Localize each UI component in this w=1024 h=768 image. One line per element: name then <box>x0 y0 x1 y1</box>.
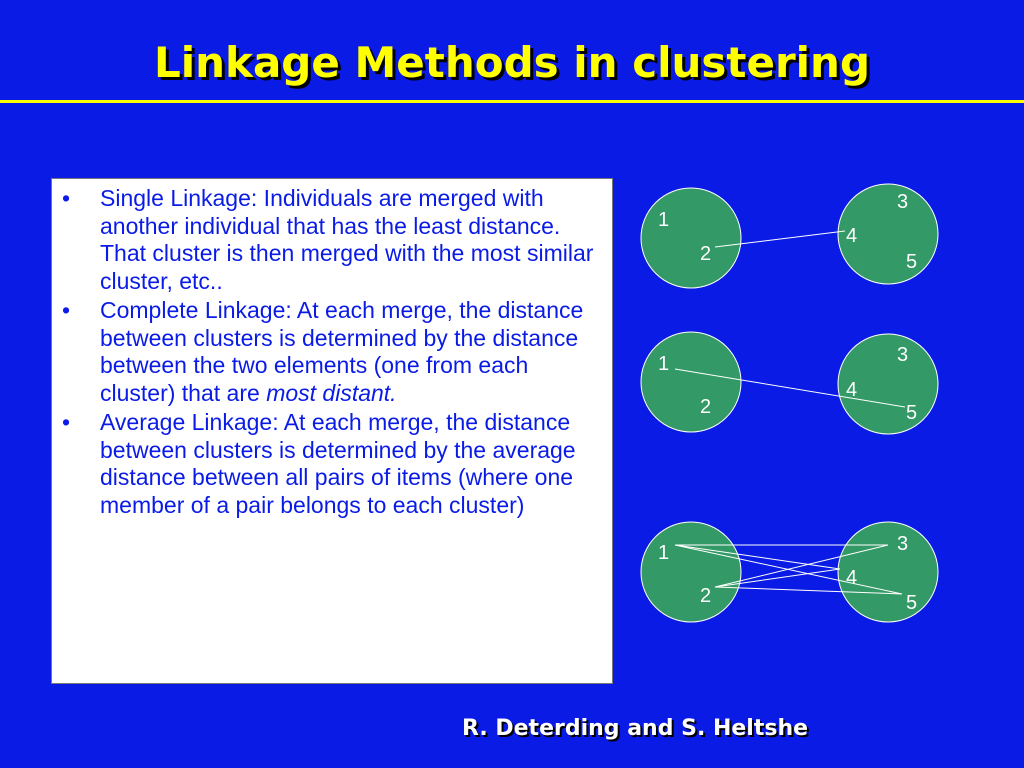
point-label: 3 <box>897 533 909 555</box>
cluster-a-circle <box>641 522 741 622</box>
diagram-complete-linkage <box>641 332 938 434</box>
bullet-average-linkage <box>52 409 606 519</box>
point-label: 5 <box>906 251 918 273</box>
point-label: 3 <box>897 191 909 213</box>
title-underline <box>0 100 1024 103</box>
point-label: 1 <box>658 353 670 375</box>
bullet-text: Single Linkage: Individuals are merged with another individual that has the least distance. That cluster is then merged with the most similar cluster, etc.. <box>100 185 594 294</box>
point-label: 4 <box>846 379 858 401</box>
point-label: 1 <box>658 209 670 231</box>
bullet-textbox <box>51 178 613 684</box>
bullet-text: Average Linkage: At each merge, the distance between clusters is determined by the average distance between all pairs of items (where one member of a pair belongs to each cluster) <box>100 409 576 518</box>
linkage-diagrams <box>630 170 960 630</box>
bullet-single-linkage <box>52 185 606 295</box>
diagram-average-linkage <box>641 522 938 622</box>
bullet-list <box>52 185 606 519</box>
bullet-symbol: • <box>62 185 71 211</box>
slide-title: Linkage Methods in clustering <box>153 38 871 87</box>
point-label: 1 <box>658 542 670 564</box>
point-label: 4 <box>846 567 858 589</box>
bullet-text-italic: most distant. <box>266 379 397 406</box>
point-label: 2 <box>700 396 712 418</box>
point-label: 3 <box>897 344 909 366</box>
point-label: 5 <box>906 402 918 424</box>
point-label: 4 <box>846 225 858 247</box>
bullet-complete-linkage <box>52 297 606 407</box>
bullet-text: Complete Linkage: At each merge, the distance between clusters is determined by the distance between the two elements (one from each cluster) that are <box>100 297 584 406</box>
author-footer: R. Deterding and S. Heltshe <box>462 716 809 741</box>
cluster-a-circle <box>641 188 741 288</box>
point-label: 5 <box>906 592 918 614</box>
bullet-symbol: • <box>62 297 71 323</box>
point-label: 2 <box>700 243 712 265</box>
point-label: 2 <box>700 585 712 607</box>
bullet-symbol: • <box>62 409 71 435</box>
cluster-a-circle <box>641 332 741 432</box>
diagram-single-linkage <box>641 184 938 288</box>
